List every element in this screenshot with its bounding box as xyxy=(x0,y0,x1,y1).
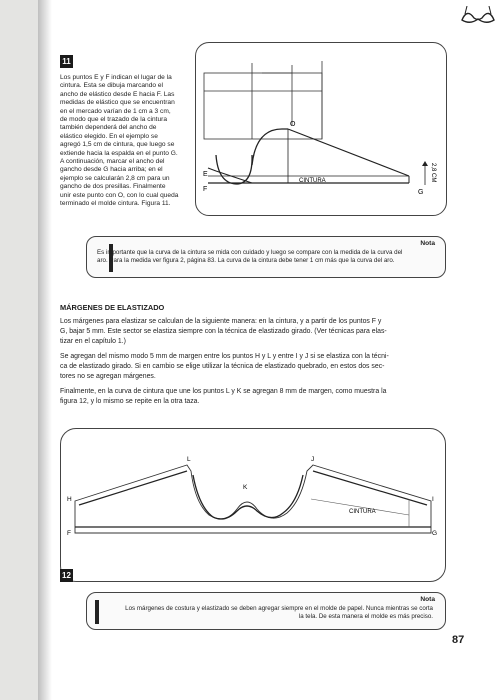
cintura-label: CINTURA xyxy=(299,178,326,184)
figure-11-diagram xyxy=(196,43,446,215)
text-line: tizar en el capítulo 1.) xyxy=(60,338,126,346)
page-number: 87 xyxy=(452,634,465,646)
paragraph-2 xyxy=(60,352,448,383)
text-line: ancho de elástico desde E hacia F. Las xyxy=(60,90,175,98)
paragraph-1 xyxy=(60,317,448,348)
measure-label: 2,8 CM xyxy=(430,163,436,183)
text-line: Los puntos E y F indican el lugar de la xyxy=(60,74,172,81)
text-line: ejemplo se calcularán 2,8 cm para un xyxy=(60,174,170,182)
text-line: G, bajar 5 mm. Este sector se elastiza siempre con la técnica de elastizado girado. (Ver técnicas para elas- xyxy=(60,328,387,336)
point-h-label: H xyxy=(67,496,72,503)
text-line: ca de elastizado girado. Si en cambio se elige utilizar la técnica de elastizado quebrado, en estos dos sec- xyxy=(60,363,385,371)
point-o-label: O xyxy=(290,121,296,128)
text-line: medidas de elástico que se encuentran xyxy=(60,99,175,107)
figure-11-explanation xyxy=(60,74,192,209)
figure-11-frame xyxy=(195,42,447,216)
text-line: A continuación, marcar el ancho del xyxy=(60,158,165,166)
point-j-label: J xyxy=(311,456,315,463)
note-line: aro. Para la medida ver figura 2, página 83. La curva de la cintura debe tener 1 cm más que la curva del aro. xyxy=(97,257,395,264)
note-waist-curve xyxy=(86,236,446,278)
point-e-label: E xyxy=(203,171,208,178)
point-g-label: G xyxy=(418,189,424,196)
page-gutter-shadow xyxy=(38,0,52,700)
note-heading: Nota xyxy=(420,596,435,603)
note-line: Es importante que la curva de la cintura se mida con cuidado y luego se compare con la medida de la curva del xyxy=(97,249,403,256)
point-f-label: F xyxy=(67,530,71,537)
text-line: de modo que el trazado de la cintura xyxy=(60,116,168,124)
section-title: MÁRGENES DE ELASTIZADO xyxy=(60,303,165,312)
text-line: gancho de dos presillas. Finalmente xyxy=(60,183,166,191)
note-line: Los márgenes de costura y elastizado se deben agregar siempre en el molde de papel. Nunca mientras se corta xyxy=(125,605,433,612)
text-line: cintura. Esta se dibuja marcando el xyxy=(60,82,163,90)
point-i-label: I xyxy=(432,496,434,503)
text-line: elástico elegido. En el ejemplo se xyxy=(60,132,158,140)
point-k-label: K xyxy=(243,484,248,491)
text-line: Finalmente, en la curva de cintura que une los puntos L y K se agregan 8 mm de margen, como muestra la xyxy=(60,388,387,395)
note-heading: Nota xyxy=(420,240,435,247)
text-line: gancho desde G hacia arriba; en el xyxy=(60,166,163,174)
cintura-label: CINTURA xyxy=(349,509,376,515)
text-line: Los márgenes para elastizar se calculan de la siguiente manera: en la cintura, y a partir de los puntos F y xyxy=(60,318,382,325)
text-line: también dependerá del ancho de xyxy=(60,124,157,132)
note-line: la tela. De esta manera el molde es más preciso. xyxy=(298,613,433,620)
paragraph-3 xyxy=(60,387,448,407)
pencil-icon xyxy=(95,600,99,624)
text-line: figura 12, y lo mismo se repite en la otra taza. xyxy=(60,398,200,406)
text-line: extiende hacia la espalda en el punto G. xyxy=(60,149,178,157)
figure-12-frame xyxy=(60,428,446,582)
text-line: unir este punto con O, con lo cual queda xyxy=(60,191,179,199)
figure-11-badge: 11 xyxy=(60,55,73,68)
text-line: Se agregan del mismo modo 5 mm de margen entre los puntos H y L y entre I y J si se elastiza con la técni- xyxy=(60,353,389,360)
point-g-label: G xyxy=(432,530,438,537)
note-body xyxy=(103,605,433,621)
bra-icon xyxy=(458,6,498,26)
point-l-label: L xyxy=(187,456,191,463)
figure-12-diagram xyxy=(61,429,445,581)
text-line: tores no se agregan márgenes. xyxy=(60,373,156,381)
text-line: terminado el molde cintura. Figura 11. xyxy=(60,200,171,208)
point-f-label: F xyxy=(203,186,208,193)
note-body xyxy=(97,249,433,265)
text-line: en el mercado varían de 1 cm a 3 cm, xyxy=(60,107,171,115)
text-line: agregó 1,5 cm de cintura, que luego se xyxy=(60,141,175,149)
figure-12-badge: 12 xyxy=(60,569,73,582)
note-seam-margins xyxy=(86,592,446,630)
